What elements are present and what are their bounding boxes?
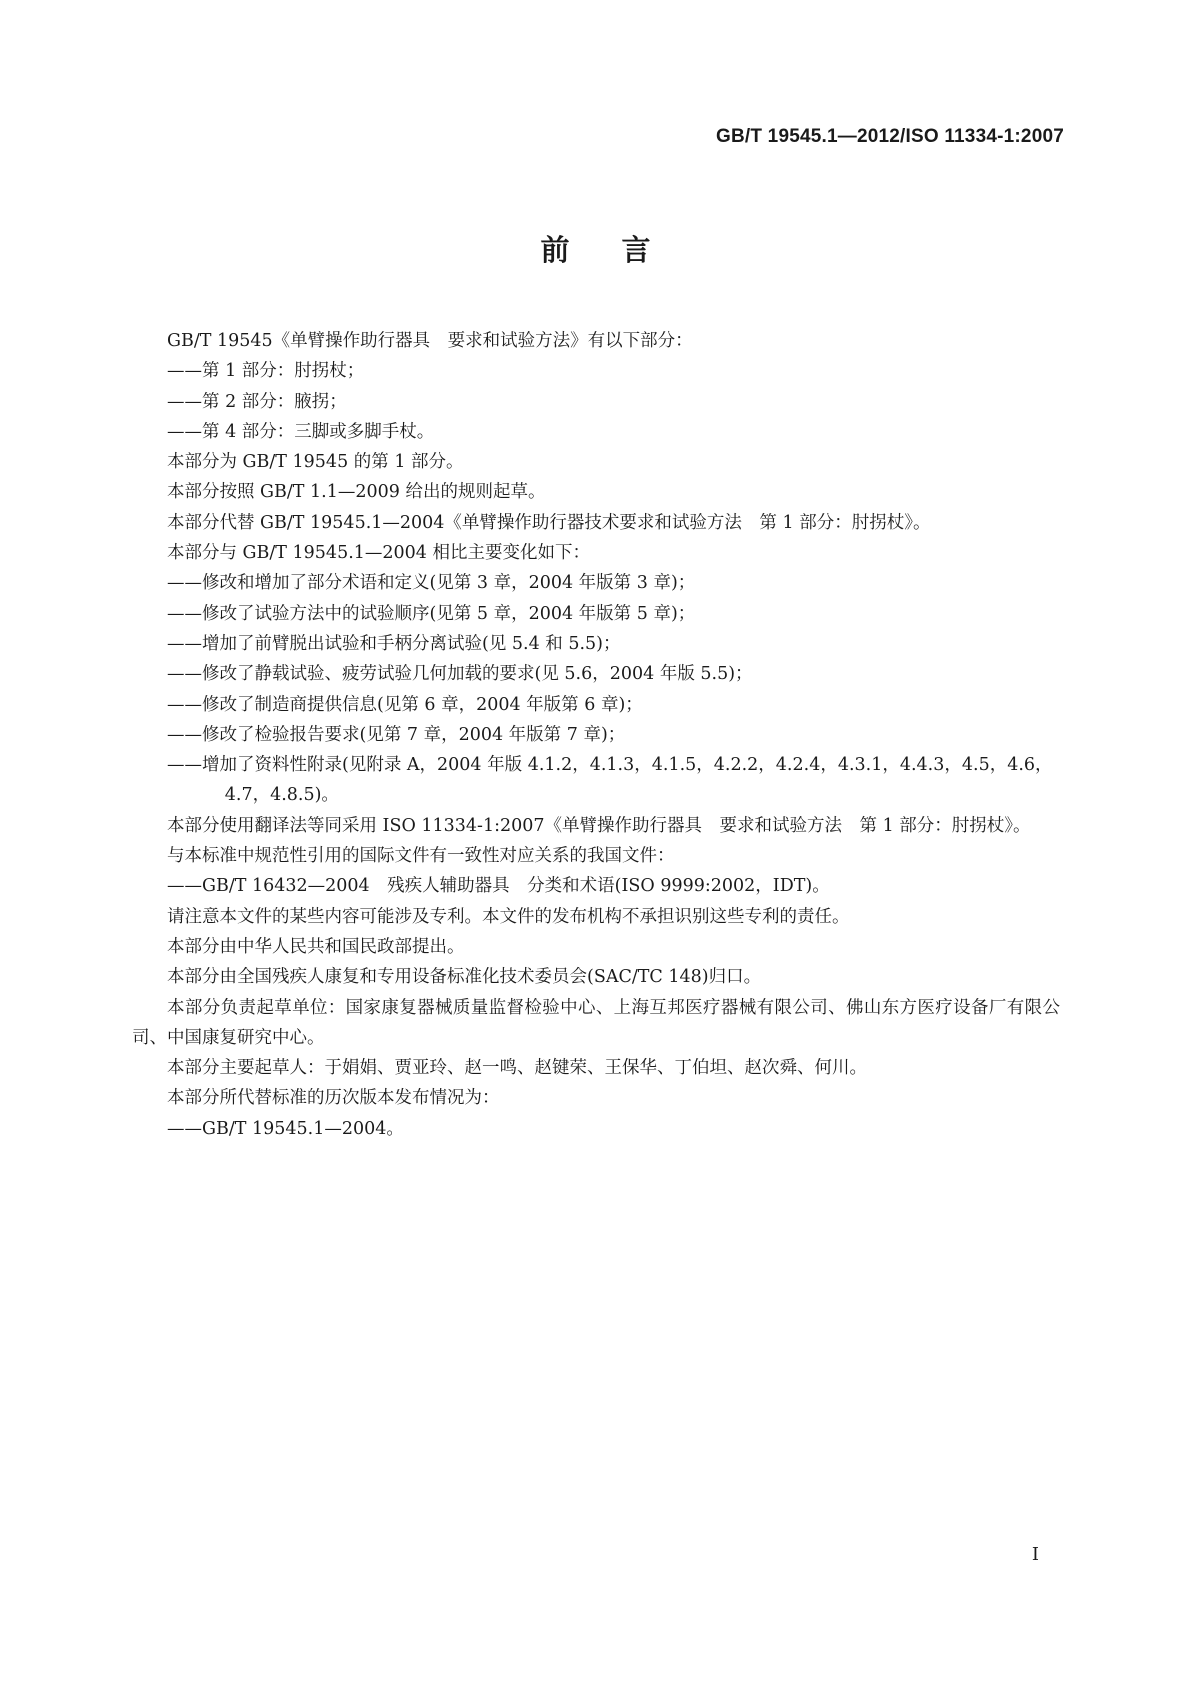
paragraph: 本部分按照 GB/T 1.1—2009 给出的规则起草。 — [167, 482, 546, 503]
list-item: ——修改和增加了部分术语和定义(见第 3 章，2004 年版第 3 章)； — [167, 573, 696, 594]
list-item: ——第 4 部分：三脚或多脚手杖。 — [167, 421, 435, 442]
paragraph: 本部分与 GB/T 19545.1—2004 相比主要变化如下： — [167, 543, 590, 564]
list-item: ——修改了试验方法中的试验顺序(见第 5 章，2004 年版第 5 章)； — [167, 603, 696, 624]
paragraph: 本部分为 GB/T 19545 的第 1 部分。 — [167, 452, 464, 473]
list-item: ——增加了前臂脱出试验和手柄分离试验(见 5.4 和 5.5)； — [167, 633, 621, 654]
list-item: ——修改了静载试验、疲劳试验几何加载的要求(见 5.6，2004 年版 5.5)； — [167, 664, 753, 685]
paragraph: 本部分由中华人民共和国民政部提出。 — [167, 936, 465, 957]
list-item: ——GB/T 19545.1—2004。 — [167, 1118, 404, 1139]
list-item: ——第 2 部分：腋拐； — [167, 391, 347, 412]
list-item: ——修改了检验报告要求(见第 7 章，2004 年版第 7 章)； — [167, 724, 626, 745]
list-item: ——第 1 部分：肘拐杖； — [167, 361, 365, 382]
paragraph: 本部分代替 GB/T 19545.1—2004《单臂操作助行器技术要求和试验方法 第 1 部分：肘拐杖》。 — [167, 512, 931, 533]
paragraph: 请注意本文件的某些内容可能涉及专利。本文件的发布机构不承担识别这些专利的责任。 — [167, 906, 850, 927]
paragraph: 与本标准中规范性引用的国际文件有一致性对应关系的我国文件： — [167, 846, 675, 867]
standard-code-header: GB/T 19545.1—2012/ISO 11334-1:2007 — [716, 126, 1064, 147]
paragraph: 本部分所代替标准的历次版本发布情况为： — [167, 1088, 500, 1109]
foreword-body — [132, 326, 1060, 1144]
list-item: ——修改了制造商提供信息(见第 6 章，2004 年版第 6 章)； — [167, 694, 643, 715]
list-item: ——GB/T 16432—2004 残疾人辅助器具 分类和术语(ISO 9999:2002，IDT)。 — [167, 876, 830, 897]
list-item: ——增加了资料性附录(见附录 A，2004 年版 4.1.2，4.1.3，4.1.5，4.2.2，4.2.4，4.3.1，4.4.3，4.5，4.6，4.7，4.8.5)。 — [167, 755, 1053, 806]
page-title: 前言 — [540, 233, 703, 267]
paragraph: 本部分由全国残疾人康复和专用设备标准化技术委员会(SAC/TC 148)归口。 — [167, 967, 762, 988]
page-number: I — [1031, 1544, 1039, 1565]
intro-paragraph: GB/T 19545《单臂操作助行器具 要求和试验方法》有以下部分： — [167, 331, 693, 351]
paragraph: 本部分主要起草人：于娟娟、贾亚玲、赵一鸣、赵键荣、王保华、丁伯坦、赵次舜、何川。 — [167, 1058, 867, 1079]
paragraph: 本部分负责起草单位：国家康复器械质量监督检验中心、上海互邦医疗器械有限公司、佛山东方医疗设备厂有限公司、中国康复研究中心。 — [132, 997, 1060, 1048]
paragraph: 本部分使用翻译法等同采用 ISO 11334-1:2007《单臂操作助行器具 要求和试验方法 第 1 部分：肘拐杖》。 — [167, 815, 1031, 836]
